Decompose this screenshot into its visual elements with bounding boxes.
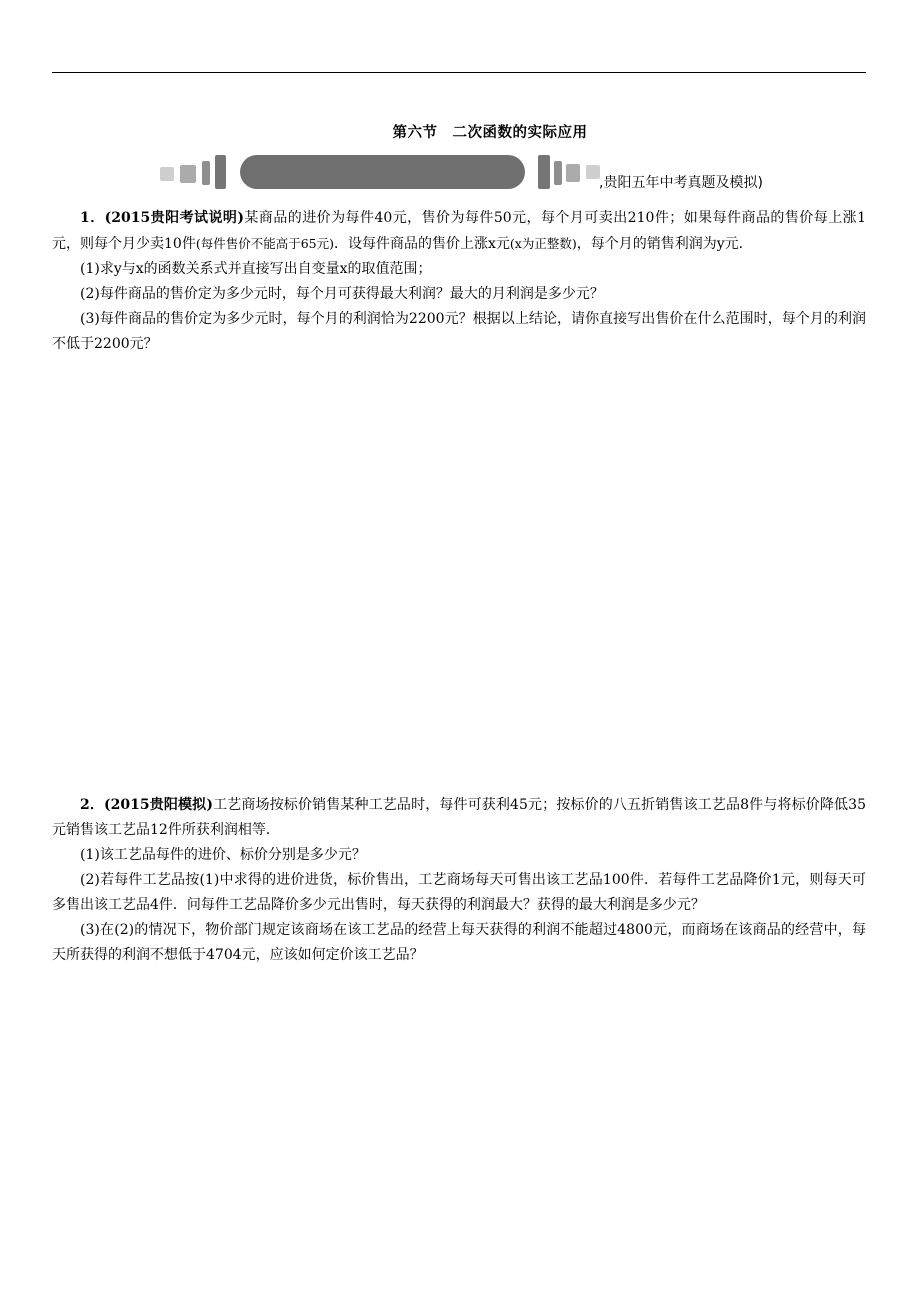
question-part: (3)在(2)的情况下，物价部门规定该商场在该工艺品的经营上每天获得的利润不能超过4800元，而商场在该商品的经营中，每天所获得的利润不想低于4704元，应该如何定价该工艺品？ — [52, 922, 866, 963]
banner-decor-block — [554, 161, 562, 185]
section-banner — [160, 152, 820, 192]
stem-note: (每件售价不能高于65元) — [195, 236, 334, 251]
question-part: (2)若每件工艺品按(1)中求得的进价进货，标价售出，工艺商场每天可售出该工艺品100件．若每件工艺品降价1元，则每天可多售出该工艺品4件．问每件工艺品降价多少元出售时，每天获得的利润最大？获得的最大利润是多少元？ — [52, 872, 866, 913]
stem-text: 某商品的进价为每件40元，售价为每件50元，每个月可卖出210件；如果每件商品的售价每上涨1元，则每个月少卖10件 — [52, 210, 866, 252]
question-part: (1)该工艺品每件的进价、标价分别是多少元？ — [80, 847, 366, 863]
question-stem — [52, 793, 866, 843]
question-number: 1． — [80, 210, 105, 226]
question-number: 2． — [80, 797, 105, 813]
banner-decor-block — [160, 167, 174, 181]
question-stem — [52, 206, 866, 257]
banner-decor-block — [180, 165, 196, 183]
stem-note: (x为正整数) — [509, 236, 577, 251]
question-2 — [52, 793, 866, 968]
question-source: (2015贵阳考试说明) — [104, 210, 244, 226]
banner-decor-block — [586, 165, 600, 179]
question-part: (1)求y与x的函数关系式并直接写出自变量x的取值范围； — [80, 261, 432, 277]
banner-pill — [240, 155, 525, 189]
question-source: (2015贵阳模拟) — [104, 797, 213, 813]
question-1 — [52, 206, 866, 357]
banner-decor-block — [202, 161, 210, 185]
banner-decor-block — [538, 155, 550, 189]
stem-text: ．设每件商品的售价上涨x元 — [334, 236, 510, 252]
banner-subtitle: ,贵阳五年中考真题及模拟) — [599, 175, 763, 191]
banner-decor-block — [215, 155, 226, 189]
question-part: (3)每件商品的售价定为多少元时，每个月的利润恰为2200元？根据以上结论，请你直接写出售价在什么范围时，每个月的利润不低于2200元？ — [52, 311, 866, 352]
stem-text: ，每个月的销售利润为y元． — [576, 236, 753, 252]
section-title: 第六节 二次函数的实际应用 — [392, 125, 588, 141]
question-part: (2)每件商品的售价定为多少元时，每个月可获得最大利润？最大的月利润是多少元？ — [80, 286, 604, 302]
stem-text: 工艺商场按标价销售某种工艺品时，每件可获利45元；按标价的八五折销售该工艺品8件与将标价降低35元销售该工艺品12件所获利润相等． — [52, 797, 866, 838]
banner-decor-block — [566, 164, 580, 182]
header-rule — [52, 72, 866, 73]
